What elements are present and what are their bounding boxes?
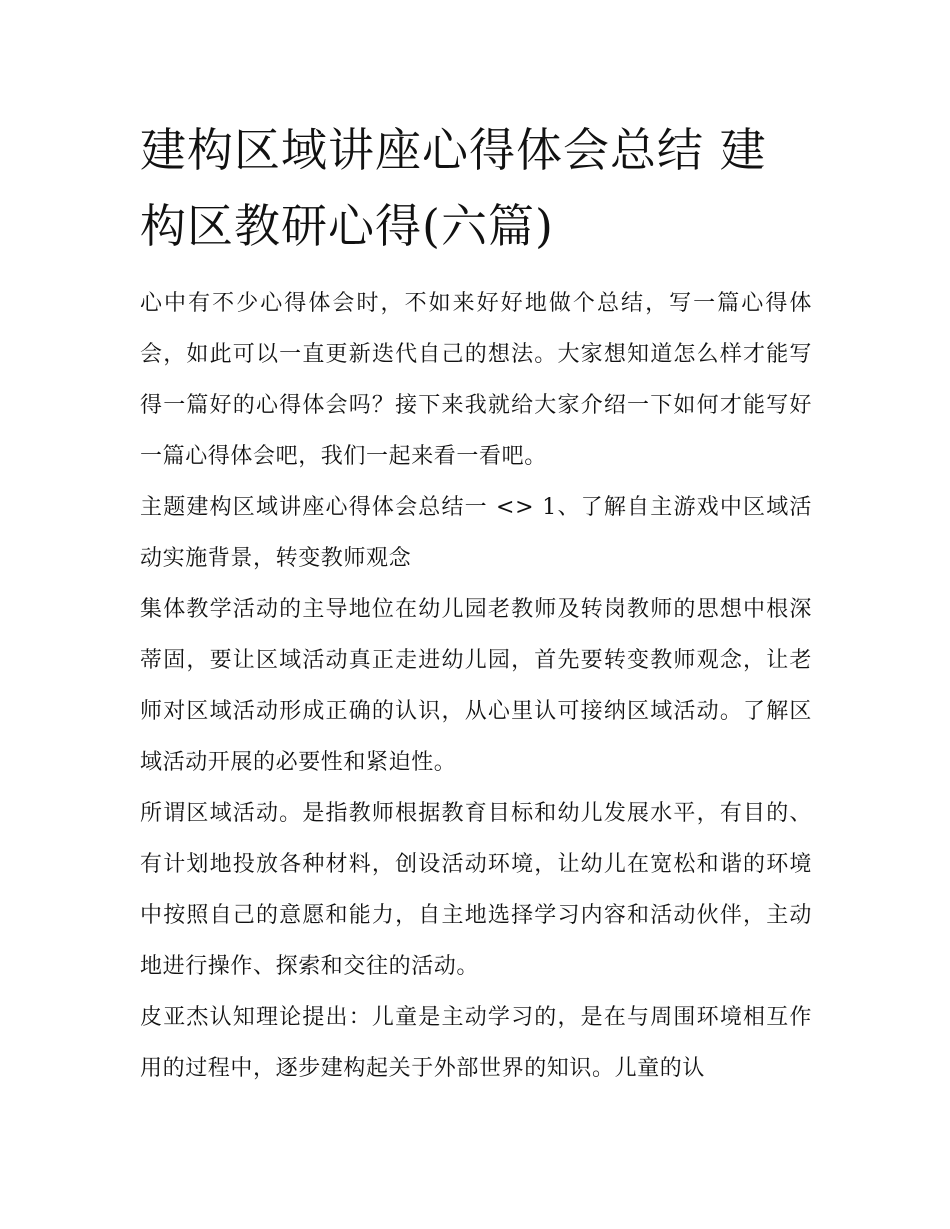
paragraph-area-activity-definition: 所谓区域活动。是指教师根据教育目标和幼儿发展水平，有目的、有计划地投放各种材料，创设活动环境，让幼儿在宽松和谐的环境中按照自己的意愿和能力，自主地选择学习内容和活动伙伴，主动地进行操作、探索和交往的活动。: [140, 801, 812, 979]
paragraph-topic-heading: 主题建构区域讲座心得体会总结一 <> 1、了解自主游戏中区域活动实施背景，转变教师观念: [140, 495, 812, 571]
paragraph-collective-teaching: 集体教学活动的主导地位在幼儿园老教师及转岗教师的思想中根深蒂固，要让区域活动真正走进幼儿园，首先要转变教师观念，让老师对区域活动形成正确的认识，从心里认可接纳区域活动。了解区域活动开展的必要性和紧迫性。: [140, 597, 812, 775]
document-title: 建构区域讲座心得体会总结 建构区教研心得(六篇): [140, 123, 767, 253]
paragraph-piaget-theory: 皮亚杰认知理论提出：儿童是主动学习的，是在与周围环境相互作用的过程中，逐步建构起关于外部世界的知识。儿童的认: [140, 1005, 812, 1081]
paragraph-intro: 心中有不少心得体会时，不如来好好地做个总结，写一篇心得体会，如此可以一直更新迭代自己的想法。大家想知道怎么样才能写得一篇好的心得体会吗？接下来我就给大家介绍一下如何才能写好一篇心得体会吧，我们一起来看一看吧。: [140, 291, 812, 469]
document-page: [140, 112, 812, 1094]
